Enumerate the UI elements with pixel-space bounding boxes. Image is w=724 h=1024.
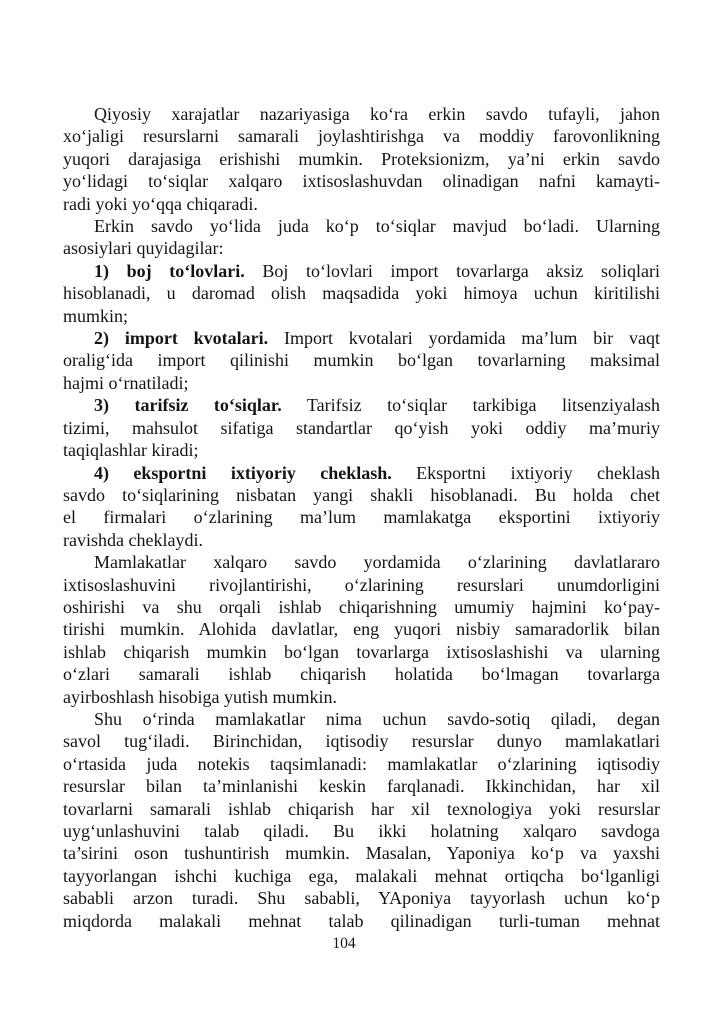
text-segment: Import kvotalari yordamida ma’lum bir vaqt [268, 328, 660, 349]
paragraph-7-line-5 [63, 641, 660, 663]
paragraph-3-line-2 [63, 282, 660, 304]
paragraph-8-line-5 [63, 798, 660, 820]
paragraph-8-line-9 [63, 887, 660, 909]
paragraph-8-line-2 [63, 730, 660, 752]
bold-list-lead: 3) tarifsiz to‘siqlar. [94, 395, 282, 416]
paragraph-5-line-3 [63, 439, 660, 461]
text-segment: resurslar bilan ta’minlanishi keskin farqlanadi. Ikkinchidan, har xil [63, 776, 660, 797]
paragraph-4-line-3 [63, 372, 660, 394]
paragraph-7-line-3 [63, 596, 660, 618]
text-segment: Qiyosiy xarajatlar nazariyasiga ko‘ra erkin savdo tufayli, jahon [94, 104, 660, 124]
text-segment: hisoblanadi, u daromad olish maqsadida yoki himoya uchun kiritilishi [63, 283, 660, 304]
text-segment: asosiylari quyidagilar: [63, 238, 224, 259]
text-segment: yo‘lidagi to‘siqlar xalqaro ixtisoslashuvdan olinadigan nafni kamayti- [63, 171, 660, 192]
paragraph-6-line-2 [63, 484, 660, 506]
bold-list-lead: 4) eksportni ixtiyoriy cheklash. [94, 462, 392, 483]
text-segment: ayirboshlash hisobiga yutish mumkin. [63, 686, 337, 707]
text-segment: Shu o‘rinda mamlakatlar nima uchun savdo-sotiq qiladi, degan [94, 708, 660, 729]
paragraph-6-line-3 [63, 506, 660, 528]
text-segment: o‘rtasida juda notekis taqsimlanadi: mamlakatlar o‘zlarining iqtisodiy [63, 753, 660, 774]
paragraph-3-line-1 [63, 260, 660, 282]
text-segment: ravishda cheklaydi. [63, 529, 203, 550]
text-segment: savdo to‘siqlarining nisbatan yangi shakli hisoblanadi. Bu holda chet [63, 484, 660, 505]
text-segment: savol tug‘iladi. Birinchidan, iqtisodiy resurslar dunyo mamlakatlari [63, 731, 660, 752]
text-segment: Mamlakatlar xalqaro savdo yordamida o‘zlarining davlatlararo [94, 552, 660, 573]
text-segment: ixtisoslashuvini rivojlantirishi, o‘zlarining resurslari unumdorligini [63, 574, 660, 595]
paragraph-7-line-7 [63, 686, 660, 708]
text-segment: Eksportni ixtiyoriy cheklash [391, 462, 660, 483]
text-segment: ta’sirini oson tushuntirish mumkin. Masalan, Yaponiya ko‘p va yaxshi [63, 843, 660, 864]
paragraph-1-line-3 [63, 148, 660, 170]
paragraph-2-line-2 [63, 237, 660, 259]
text-segment: miqdorda malakali mehnat talab qilinadigan turli-tuman mehnat [63, 910, 660, 931]
paragraph-8-line-6 [63, 820, 660, 842]
paragraph-4-line-1 [63, 327, 660, 349]
paragraph-8-line-8 [63, 865, 660, 887]
bold-list-lead: 2) import kvotalari. [94, 328, 269, 349]
paragraph-7-line-1 [63, 551, 660, 573]
text-segment: Boj to‘lovlari import tovarlarga aksiz soliqlari [244, 260, 660, 281]
text-segment: tizimi, mahsulot sifatiga standartlar qo‘yish yoki oddiy ma’muriy [63, 417, 660, 438]
paragraph-8-line-7 [63, 842, 660, 864]
paragraph-7-line-2 [63, 574, 660, 596]
paragraph-7-line-4 [63, 618, 660, 640]
paragraph-8-line-4 [63, 775, 660, 797]
text-segment: tovarlarni samarali ishlab chiqarish har xil texnologiya yoki resurslar [63, 798, 660, 819]
paragraph-1-line-2 [63, 125, 660, 147]
bold-list-lead: 1) boj to‘lovlari. [94, 260, 245, 281]
text-segment: ishlab chiqarish mumkin bo‘lgan tovarlarga ixtisoslashishi va ularning [63, 641, 660, 662]
text-segment: tayyorlangan ishchi kuchiga ega, malakali mehnat ortiqcha bo‘lganligi [63, 865, 660, 886]
paragraph-2-line-1 [63, 215, 660, 237]
text-segment: o‘zlari samarali ishlab chiqarish holatida bo‘lmagan tovarlarga [63, 664, 660, 685]
text-segment: taqiqlashlar kiradi; [63, 440, 199, 461]
body-text [63, 103, 660, 932]
paragraph-3-line-3 [63, 305, 660, 327]
text-segment: oshirishi va shu orqali ishlab chiqarishning umumiy hajmini ko‘pay- [63, 596, 660, 617]
paragraph-8-line-10 [63, 910, 660, 932]
page-number: 104 [332, 935, 356, 952]
paragraph-4-line-2 [63, 349, 660, 371]
text-segment: Tarifsiz to‘siqlar tarkibiga litsenziyalash [281, 395, 660, 416]
text-segment: el firmalari o‘zlarining ma’lum mamlakatga eksportini ixtiyoriy [63, 507, 660, 528]
paragraph-6-line-4 [63, 529, 660, 551]
text-segment: xo‘jaligi resurslarni samarali joylashtirishga va moddiy farovonlikning [63, 126, 660, 147]
text-segment: radi yoki yo‘qqa chiqaradi. [63, 193, 258, 214]
text-segment: mumkin; [63, 305, 129, 326]
paragraph-1-line-1 [63, 103, 660, 125]
text-segment: oralig‘ida import qilinishi mumkin bo‘lgan tovarlarning maksimal [63, 350, 660, 371]
paragraph-7-line-6 [63, 663, 660, 685]
text-segment: Erkin savdo yo‘lida juda ko‘p to‘siqlar mavjud bo‘ladi. Ularning [94, 216, 660, 237]
text-segment: sababli arzon turadi. Shu sababli, YAponiya tayyorlash uchun ko‘p [63, 888, 660, 909]
text-segment: tirishi mumkin. Alohida davlatlar, eng yuqori nisbiy samaradorlik bilan [63, 619, 660, 640]
paragraph-5-line-2 [63, 417, 660, 439]
paragraph-8-line-3 [63, 753, 660, 775]
text-segment: uyg‘unlashuvini talab qiladi. Bu ikki holatning xalqaro savdoga [63, 821, 660, 841]
text-segment: yuqori darajasiga erishishi mumkin. Proteksionizm, ya’ni erkin savdo [63, 148, 660, 169]
paragraph-8-line-1 [63, 708, 660, 730]
paragraph-5-line-1 [63, 394, 660, 416]
paragraph-1-line-5 [63, 193, 660, 215]
paragraph-6-line-1 [63, 462, 660, 484]
text-segment: hajmi o‘rnatiladi; [63, 372, 189, 393]
paragraph-1-line-4 [63, 170, 660, 192]
